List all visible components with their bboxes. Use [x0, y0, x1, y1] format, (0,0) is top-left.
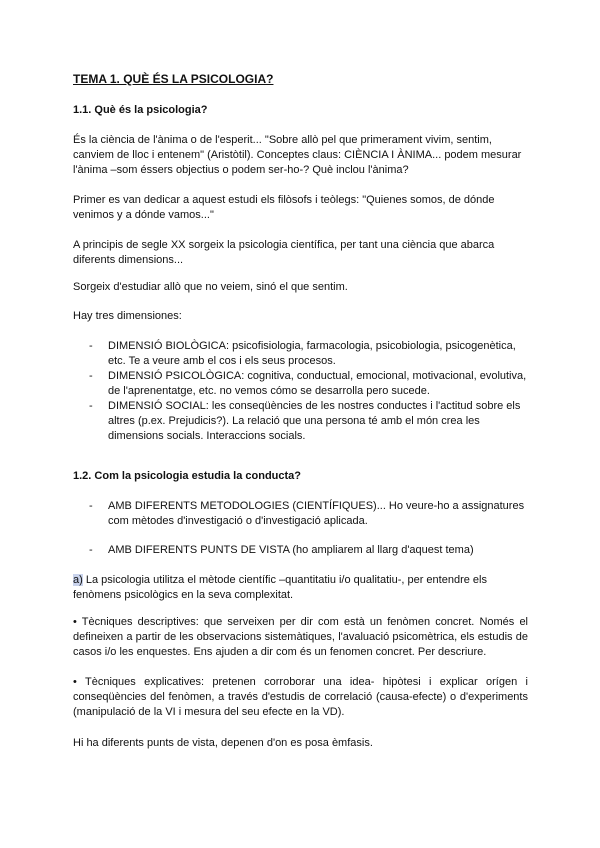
approach-viewpoints: AMB DIFERENTS PUNTS DE VISTA (ho ampliarem al llarg d'aquest tema) — [108, 544, 474, 556]
paragraph-descriptive-techniques: • Tècniques descriptives: que serveixen per dir com està un fenòmen concret. Només el defineixen a partir de les observacions sistemàtiques, l'avaluació psicomètrica, els estudis de casos i/o les enquestes. Ens ajuden a dir com és un fenomen concret. Per descriure. — [73, 616, 528, 658]
approach-methodologies: AMB DIFERENTS METODOLOGIES (CIENTÍFIQUES)... Ho veure-ho a assignatures com mètodes d'investigació o d'investigació aplicada. — [108, 500, 525, 527]
paragraph-scientific-method — [73, 573, 528, 603]
highlighted-marker: a) — [73, 574, 83, 586]
scientific-method-text: La psicologia utilitza el mètode científic –quantitatiu i/o qualitatiu-, per entendre els fenòmens psicològics en la seva complexitat. — [73, 574, 487, 601]
paragraph-viewpoints: Hi ha diferents punts de vista, depenen d'on es posa èmfasis. — [73, 737, 373, 749]
list-item — [73, 369, 528, 399]
dash-bullet: - — [89, 400, 93, 412]
dash-bullet: - — [89, 340, 93, 352]
paragraph-definition: És la ciència de l'ànima o de l'esperit... "Sobre allò pel que primerament vivim, sentim, canviem de lloc i entenem" (Aristòtil). Conceptes claus: CIÈNCIA I ÀNIMA... podem mesurar l'ànima –som éssers objectius o podem ser-ho-? Què inclou l'ànima? — [73, 134, 522, 176]
list-item — [73, 339, 528, 369]
list-item — [73, 543, 528, 558]
approaches-list-viewpoints — [73, 543, 528, 558]
paragraph-origin: Sorgeix d'estudiar allò que no veiem, sinó el que sentim. — [73, 281, 348, 293]
dash-bullet: - — [89, 500, 93, 512]
dash-bullet: - — [89, 544, 93, 556]
dimension-social: DIMENSIÓ SOCIAL: les conseqüències de les nostres conductes i l'actitud sobre els altres (p.ex. Prejudicis?). La relació que una persona té amb el món crea les dimensions socials. Interaccions socials. — [108, 400, 521, 442]
approaches-list-methodologies — [73, 499, 528, 529]
list-item — [73, 399, 528, 444]
paragraph-philosophers: Primer es van dedicar a aquest estudi els filòsofs i teòlegs: "Quienes somos, de dónde venimos y a dónde vamos..." — [73, 194, 495, 221]
paragraph-scientific-psychology: A principis de segle XX sorgeix la psicologia científica, per tant una ciència que abarca diferents dimensions... — [73, 239, 495, 266]
paragraph-three-dimensions: Hay tres dimensiones: — [73, 310, 182, 322]
section-heading-1-2: 1.2. Com la psicologia estudia la conducta? — [73, 470, 301, 482]
document-title: TEMA 1. QUÈ ÉS LA PSICOLOGIA? — [73, 72, 274, 86]
paragraph-explanatory-techniques: • Tècniques explicatives: pretenen corroborar una idea- hipòtesi i explicar orígen i conseqüències del fenòmen, a través d'estudis de correlació (causa-efecte) o d'experiments (manipulació de la VI i mesura del seu efecte en la VD). — [73, 676, 528, 718]
list-item — [73, 499, 528, 529]
dimension-psychological: DIMENSIÓ PSICOLÒGICA: cognitiva, conductual, emocional, motivacional, evolutiva, de l'aprenentatge, etc. no vemos cómo se desarrolla pero sucede. — [108, 370, 527, 397]
dimension-biological: DIMENSIÓ BIOLÒGICA: psicofisiologia, farmacologia, psicobiologia, psicogenètica, etc. Te a veure amb el cos i els seus procesos. — [108, 340, 516, 367]
section-heading-1-1: 1.1. Què és la psicologia? — [73, 104, 208, 116]
dimensions-list — [73, 339, 528, 444]
dash-bullet: - — [89, 370, 93, 382]
